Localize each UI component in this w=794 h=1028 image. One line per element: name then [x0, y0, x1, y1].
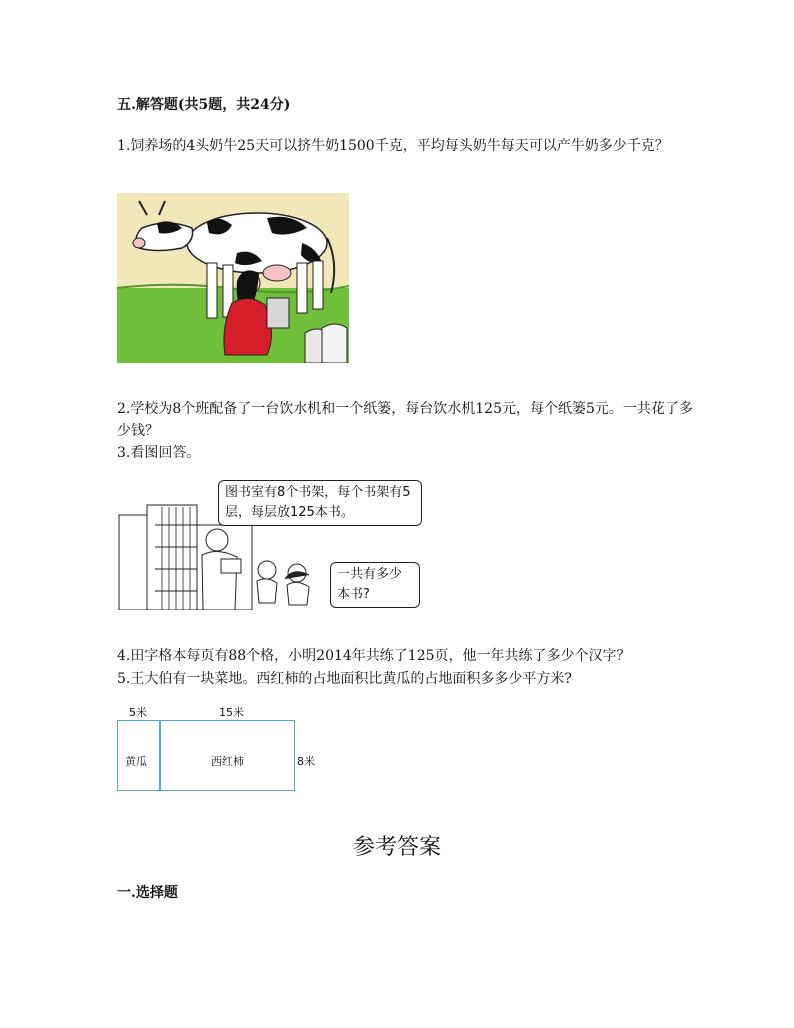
speech-bubble-student: 一共有多少本书? — [330, 562, 420, 608]
label-cucumber: 黄瓜 — [125, 755, 147, 768]
label-tomato: 西红柿 — [211, 755, 244, 768]
speech-bubble-teacher: 图书室有8个书架，每个书架有5层，每层放125本书。 — [218, 480, 422, 526]
question-2: 2.学校为8个班配备了一台饮水机和一个纸篓，每台饮水机125元，每个纸篓5元。一共花了多少钱？ — [117, 401, 693, 439]
label-5m: 5米 — [129, 706, 147, 719]
field-diagram — [117, 700, 357, 795]
field-divider — [159, 720, 161, 791]
question-4: 4.田字格本每页有88个格，小明2014年共练了125页，他一年共练了多少个汉字？ — [117, 648, 631, 664]
label-15m: 15米 — [219, 706, 244, 719]
cow-milking-illustration — [117, 193, 349, 363]
answers-title: 参考答案 — [352, 835, 441, 860]
question-3: 3.看图回答。 — [117, 445, 201, 461]
answers-subtitle: 一.选择题 — [117, 885, 178, 901]
question-1: 1.饲养场的4头奶牛25天可以挤牛奶1500千克，平均每头奶牛每天可以产牛奶多少千克？ — [117, 138, 669, 154]
label-8m: 8米 — [297, 755, 315, 768]
question-5: 5.王大伯有一块菜地。西红柿的占地面积比黄瓜的占地面积多多少平方米? — [117, 671, 572, 687]
section-title: 五.解答题(共5题，共24分) — [117, 97, 291, 113]
